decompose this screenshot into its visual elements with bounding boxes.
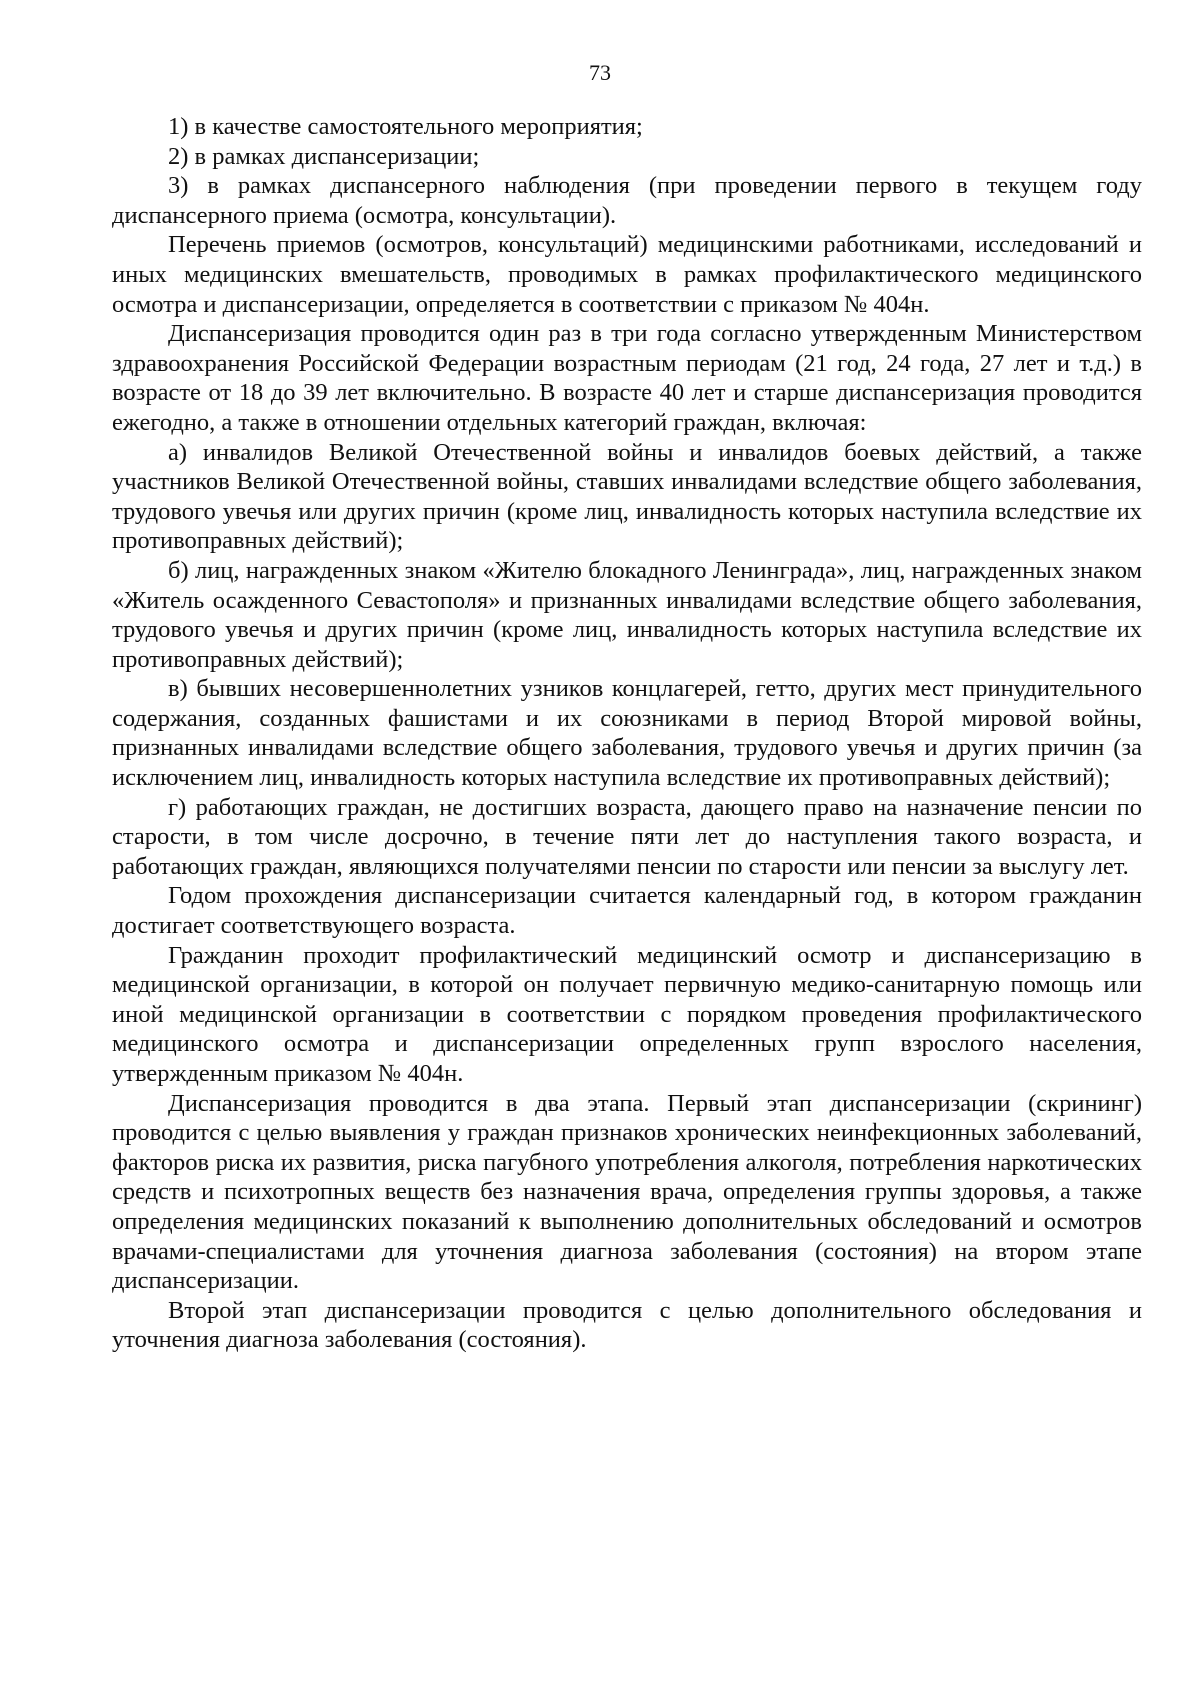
paragraph-item-1: 1) в качестве самостоятельного мероприятия; (168, 113, 643, 140)
paragraph-category-v: в) бывших несовершеннолетних узников концлагерей, гетто, других мест принудительного содержания, созданных фашистами и их союзниками в период Второй мировой войны, признанных инвалидами вследствие общего заболевания, трудового увечья и других причин (за исключением лиц, инвалидность которых наступила вследствие их противоправных действий); (112, 675, 1142, 792)
paragraph-category-b: б) лиц, награжденных знаком «Жителю блокадного Ленинграда», лиц, награжденных знаком «Житель осажденного Севастополя» и признанных инвалидами вследствие общего заболевания, трудового увечья и других причин (кроме лиц, инвалидность которых наступила вследствие их противоправных действий); (112, 556, 1142, 673)
document-body (112, 112, 1142, 1355)
paragraph-category-g: г) работающих граждан, не достигших возраста, дающего право на назначение пенсии по старости, в том числе досрочно, в течение пяти лет до наступления такого возраста, и работающих граждан, являющихся получателями пенсии по старости или пенсии за выслугу лет. (112, 793, 1142, 880)
paragraph-dispensary-frequency: Диспансеризация проводится один раз в три года согласно утвержденным Министерством здравоохранения Российской Федерации возрастным периодам (21 год, 24 года, 27 лет и т.д.) в возрасте от 18 до 39 лет включительно. В возрасте 40 лет и старше диспансеризация проводится ежегодно, а также в отношении отдельных категорий граждан, включая: (112, 320, 1142, 436)
paragraph-second-stage: Второй этап диспансеризации проводится с целью дополнительного обследования и уточнения диагноза заболевания (состояния). (112, 1296, 1142, 1354)
paragraph-medical-organization: Гражданин проходит профилактический медицинский осмотр и диспансеризацию в медицинской организации, в которой он получает первичную медико-санитарную помощь или иной медицинской организации в соответствии с порядком проведения профилактического медицинского осмотра и диспансеризации определенных групп взрослого населения, утвержденным приказом № 404н. (112, 941, 1142, 1087)
paragraph-item-3: 3) в рамках диспансерного наблюдения (при проведении первого в текущем году диспансерного приема (осмотра, консультации). (112, 172, 1142, 229)
paragraph-list-of-procedures: Перечень приемов (осмотров, консультаций) медицинскими работниками, исследований и иных медицинских вмешательств, проводимых в рамках профилактического медицинского осмотра и диспансеризации, определяется в соответствии с приказом № 404н. (112, 231, 1142, 318)
paragraph-item-2: 2) в рамках диспансеризации; (168, 142, 480, 170)
page-number: 73 (589, 60, 611, 85)
paragraph-first-stage: Диспансеризация проводится в два этапа. Первый этап диспансеризации (скрининг) проводится с целью выявления у граждан признаков хронических неинфекционных заболеваний, факторов риска их развития, риска пагубного употребления алкоголя, потребления наркотических средств и психотропных веществ без назначения врача, определения группы здоровья, а также определения медицинских показаний к выполнению дополнительных обследований и осмотров врачами-специалистами для уточнения диагноза заболевания (состояния) на втором этапе диспансеризации. (112, 1089, 1142, 1295)
paragraph-calendar-year: Годом прохождения диспансеризации считается календарный год, в котором гражданин достигает соответствующего возраста. (112, 882, 1142, 940)
paragraph-category-a: а) инвалидов Великой Отечественной войны и инвалидов боевых действий, а также участников Великой Отечественной войны, ставших инвалидами вследствие общего заболевания, трудового увечья или других причин (кроме лиц, инвалидность которых наступила вследствие их противоправных действий); (112, 438, 1142, 555)
